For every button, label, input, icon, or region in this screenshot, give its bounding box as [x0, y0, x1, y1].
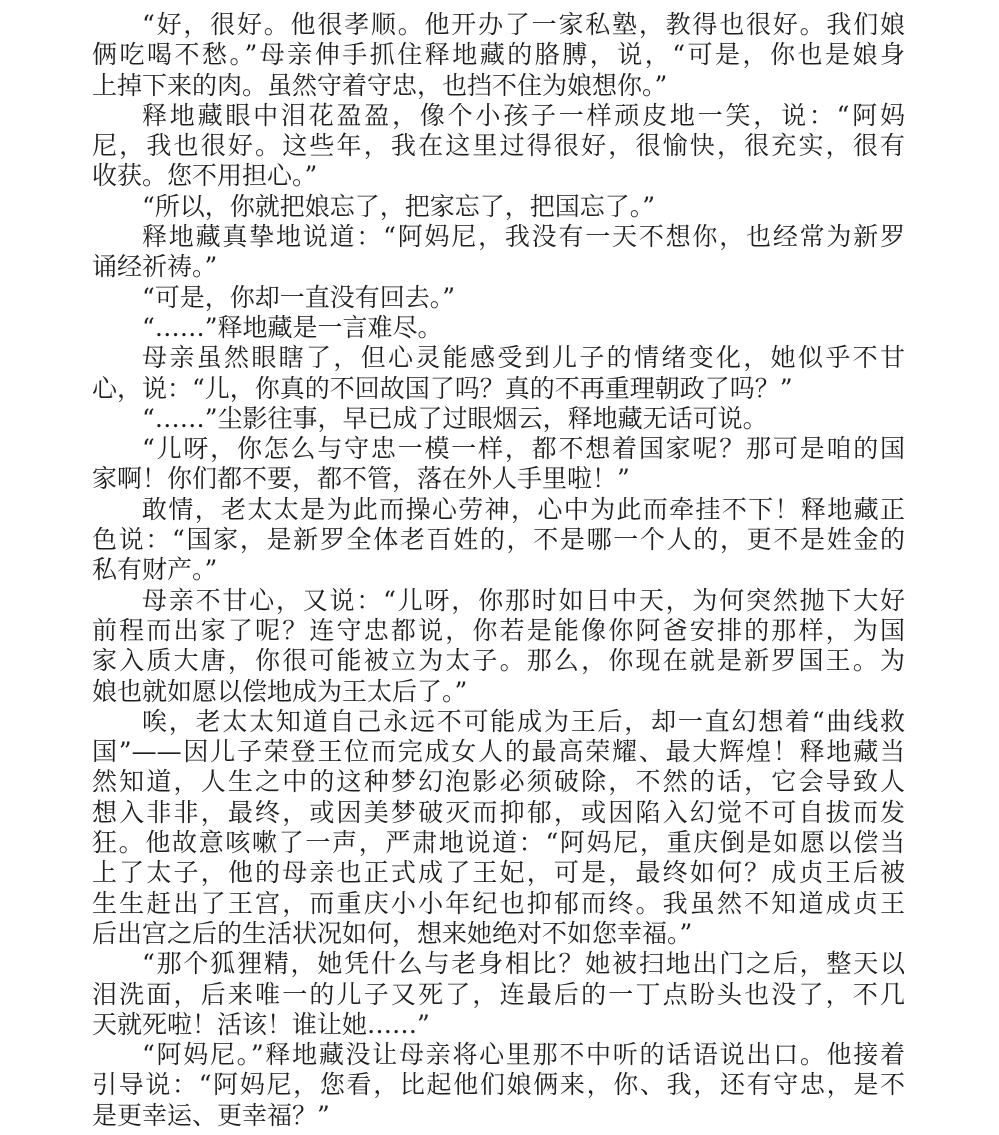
text-line: 泪洗面，后来唯一的儿子又死了，连最后的一丁点盼头也没了，不几 [92, 979, 905, 1009]
text-line: 家啊！你们都不要，都不管，落在外人手里啦！” [92, 464, 630, 494]
text-line: 狂。他故意咳嗽了一声，严肃地说道：“阿妈尼，重庆倒是如愿以偿当 [92, 828, 905, 858]
text-line: 母亲虽然眼瞎了，但心灵能感受到儿子的情绪变化，她似乎不甘 [142, 343, 905, 373]
paragraph [92, 707, 905, 949]
text-line: “可是，你却一直没有回去。” [142, 282, 456, 312]
text-line: “……”尘影往事，早已成了过眼烟云，释地藏无话可说。 [142, 403, 768, 433]
text-line: “好，很好。他很孝顺。他开办了一家私塾，教得也很好。我们娘 [142, 10, 905, 39]
document-page [92, 10, 905, 1131]
text-line: 生生赶出了王宫，而重庆小小年纪也抑郁而终。我虽然不知道成贞王 [92, 888, 905, 918]
paragraph [92, 283, 905, 313]
text-line: 释地藏眼中泪花盈盈，像个小孩子一样顽皮地一笑，说：“阿妈 [142, 100, 905, 130]
text-line: 释地藏真挚地说道：“阿妈尼，我没有一天不想你，也经常为新罗 [142, 222, 905, 252]
text-line: “所以，你就把娘忘了，把家忘了，把国忘了。” [142, 191, 656, 221]
text-line: “那个狐狸精，她凭什么与老身相比？她被扫地出门之后，整天以 [142, 949, 905, 979]
text-line: 唉，老太太知道自己永远不可能成为王后，却一直幻想着“曲线救 [142, 706, 905, 736]
text-line: 然知道，人生之中的这种梦幻泡影必须破除，不然的话，它会导致人 [92, 767, 905, 797]
paragraph [92, 949, 905, 1040]
text-line: 色说：“国家，是新罗全体老百姓的，不是哪一个人的，更不是姓金的 [92, 525, 905, 555]
text-line: 后出宫之后的生活状况如何，想来她绝对不如您幸福。” [92, 918, 693, 948]
text-line: 敢情，老太太是为此而操心劳神，心中为此而牵挂不下！释地藏正 [142, 494, 905, 524]
paragraph [92, 404, 905, 434]
text-line: 收获。您不用担心。” [92, 161, 318, 191]
text-line: 引导说：“阿妈尼，您看，比起他们娘俩来，你、我，还有守忠，是不 [92, 1070, 905, 1100]
paragraph [92, 101, 905, 192]
text-line: 国”——因儿子荣登王位而完成女人的最高荣耀、最大辉煌！释地藏当 [92, 737, 905, 767]
paragraph [92, 222, 905, 283]
text-line: 尼，我也很好。这些年，我在这里过得很好，很愉快，很充实，很有 [92, 131, 905, 161]
paragraph [92, 434, 905, 495]
text-line: 俩吃喝不愁。”母亲伸手抓住释地藏的胳膊，说，“可是，你也是娘身 [92, 40, 905, 70]
text-line: 母亲不甘心，又说：“儿呀，你那时如日中天，为何突然抛下大好 [142, 585, 905, 615]
text-line: 诵经祈祷。” [92, 252, 218, 282]
text-line: 上了太子，他的母亲也正式成了王妃，可是，最终如何？成贞王后被 [92, 858, 905, 888]
paragraph [92, 1040, 905, 1131]
text-line: 私有财产。” [92, 555, 218, 585]
text-line: 前程而出家了呢？连守忠都说，你若是能像你阿爸安排的那样，为国 [92, 615, 905, 645]
text-line: 娘也就如愿以偿地成为王太后了。” [92, 676, 468, 706]
text-line: “儿呀，你怎么与守忠一模一样，都不想着国家呢？那可是咱的国 [142, 434, 905, 464]
text-line: “……”释地藏是一言难尽。 [142, 312, 443, 342]
text-line: 是更幸运、更幸福？” [92, 1100, 330, 1130]
paragraph [92, 10, 905, 101]
text-line: 天就死啦！活该！谁让她……” [92, 1009, 430, 1039]
paragraph [92, 586, 905, 707]
text-line: 上掉下来的肉。虽然守着守忠，也挡不住为娘想你。” [92, 70, 668, 100]
paragraph [92, 495, 905, 586]
text-line: “阿妈尼。”释地藏没让母亲将心里那不中听的话语说出口。他接着 [142, 1040, 905, 1070]
text-line: 想入非非，最终，或因美梦破灭而抑郁，或因陷入幻觉不可自拔而发 [92, 797, 905, 827]
paragraph [92, 343, 905, 404]
paragraph [92, 192, 905, 222]
text-line: 家入质大唐，你很可能被立为太子。那么，你现在就是新罗国王。为 [92, 646, 905, 676]
text-line: 心，说：“儿，你真的不回故国了吗？真的不再重理朝政了吗？” [92, 373, 793, 403]
paragraph [92, 313, 905, 343]
